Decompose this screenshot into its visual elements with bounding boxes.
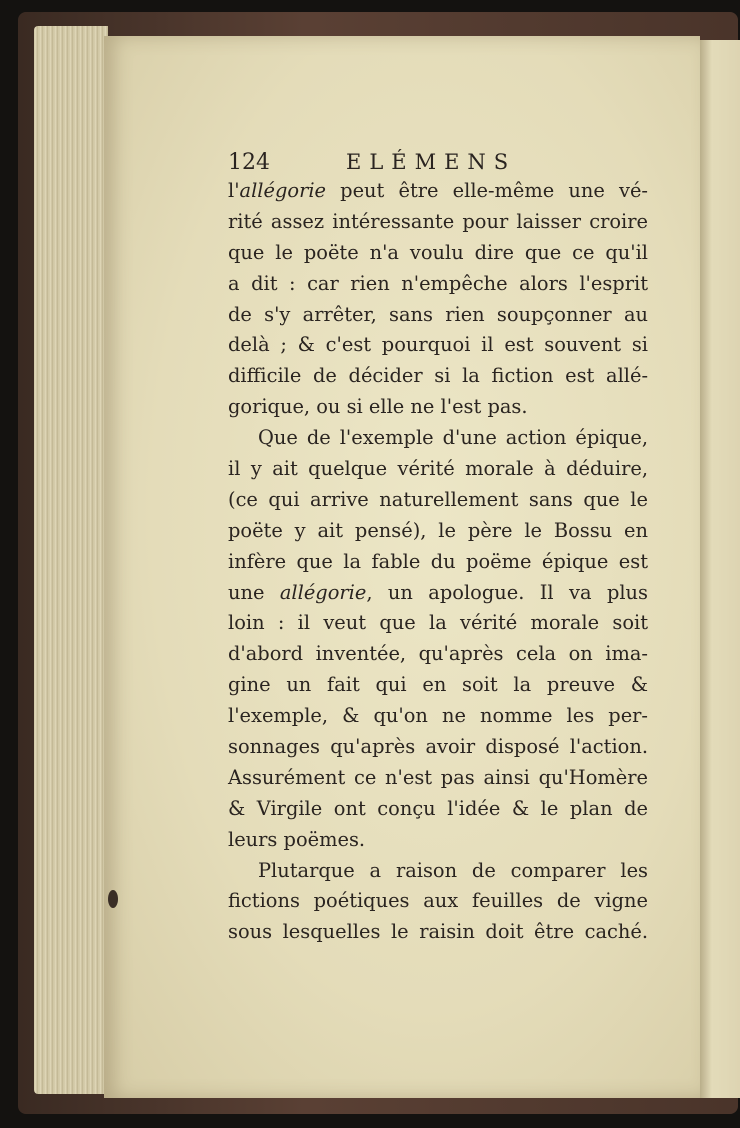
page-number: 124 — [228, 150, 270, 175]
paragraph-start: Que de l'exemple d'une action épique, — [258, 426, 648, 450]
text-line: de s'y arrêter, sans rien soupçonner au — [228, 302, 648, 326]
text-line: (ce qui arrive naturellement sans que le — [228, 487, 648, 511]
text-line: Assurément ce n'est pas ainsi qu'Homère — [228, 765, 648, 789]
text-line: difficile de décider si la fiction est allé- — [228, 364, 648, 388]
text-line: sous lesquelles le raisin doit être caché. — [228, 920, 648, 944]
text-line: il y ait quelque vérité morale à déduire, — [228, 457, 648, 481]
body-text — [228, 176, 648, 948]
text-line: rité assez intéressante pour laisser croire — [228, 209, 648, 233]
text-line: d'abord inventée, qu'après cela on ima- — [228, 642, 648, 666]
text-line: fictions poétiques aux feuilles de vigne — [228, 889, 648, 913]
paper-blemish — [108, 890, 118, 908]
text-line: l'allégorie peut être elle-même une vé- — [228, 179, 648, 202]
text-line: a dit : car rien n'empêche alors l'esprit — [228, 271, 648, 295]
paragraph-start: Plutarque a raison de comparer les — [258, 858, 648, 882]
text-line: une allégorie, un apologue. Il va plus — [228, 580, 648, 604]
running-head: ELÉMENS — [346, 150, 517, 174]
text-line: gorique, ou si elle ne l'est pas. — [228, 395, 528, 419]
text-line: & Virgile ont conçu l'idée & le plan de — [228, 796, 648, 820]
page-edges — [34, 26, 108, 1094]
facing-page-edge — [700, 40, 740, 1098]
text-line: delà ; & c'est pourquoi il est souvent si — [228, 333, 648, 357]
text-line: leurs poëmes. — [228, 827, 366, 851]
text-line: loin : il veut que la vérité morale soit — [228, 611, 648, 635]
text-line: poëte y ait pensé), le père le Bossu en — [228, 518, 648, 542]
text-line: sonnages qu'après avoir disposé l'action. — [228, 735, 648, 759]
text-line: que le poëte n'a voulu dire que ce qu'il — [228, 240, 648, 264]
text-line: infère que la fable du poëme épique est — [228, 549, 648, 573]
text-line: gine un fait qui en soit la preuve & — [228, 673, 648, 697]
text-line: l'exemple, & qu'on ne nomme les per- — [228, 704, 648, 728]
